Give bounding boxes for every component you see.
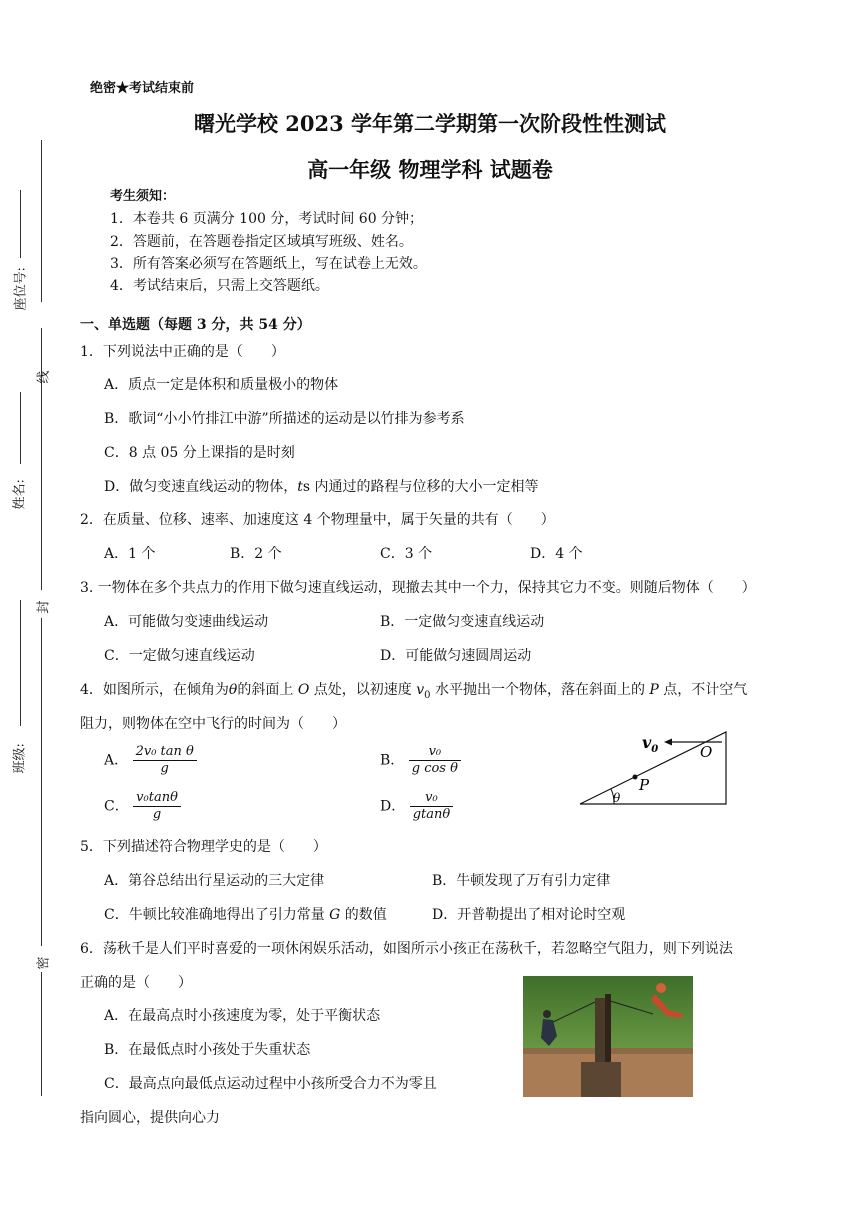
q6-stem-line2: 正确的是（ ）: [80, 975, 192, 991]
notice-item-3: 3．所有答案必须写在答题纸上，写在试卷上无效。: [110, 256, 427, 272]
q4-stem-line2: 阻力，则物体在空中飞行的时间为（ ）: [80, 716, 346, 732]
q5-option-b: B．牛顿发现了万有引力定律: [432, 873, 611, 889]
q1-option-b: B．歌词“小小竹排江中游”所描述的运动是以竹排为参考系: [104, 411, 465, 427]
velocity-arrowhead: [664, 739, 672, 746]
q2-stem: 2．在质量、位移、速率、加速度这 4 个物理量中，属于矢量的共有（ ）: [80, 512, 555, 528]
class-label: 班级:: [12, 743, 28, 774]
section-heading: 一、单选题（每题 3 分，共 54 分）: [80, 317, 311, 333]
seat-number-label: 座位号:: [13, 267, 29, 311]
q1-option-a: A．质点一定是体积和质量极小的物体: [104, 377, 339, 393]
point-p-dot: [633, 775, 638, 780]
q6-option-c: C．最高点向最低点运动过程中小孩所受合力不为零且: [104, 1076, 437, 1092]
child-right-head: [656, 983, 666, 993]
incline-figure: [576, 726, 736, 810]
fig-label-v0: $v_0$: [642, 733, 659, 755]
q2-option-a: A．1 个: [104, 546, 156, 562]
q5-option-a: A．第谷总结出行星运动的三大定律: [104, 873, 325, 889]
q1-stem: 1．下列说法中正确的是（ ）: [80, 344, 285, 360]
q6-stem: 6．荡秋千是人们平时喜爱的一项休闲娱乐活动，如图所示小孩正在荡秋千，若忽略空气阻力，则下列说法: [80, 941, 733, 957]
swing-photo: [523, 976, 693, 1097]
notice-item-4: 4．考试结束后，只需上交答题纸。: [110, 278, 329, 294]
fig-label-p: P: [639, 776, 650, 794]
q3-option-d: D．可能做匀速圆周运动: [380, 648, 532, 664]
q5-option-d: D．开普勒提出了相对论时空观: [432, 907, 626, 923]
q1-option-c: C．8 点 05 分上课指的是时刻: [104, 445, 295, 461]
q5-stem: 5．下列描述符合物理学史的是（ ）: [80, 839, 327, 855]
q6-option-c-line2: 指向圆心，提供向心力: [80, 1110, 220, 1126]
q6-option-b: B．在最低点时小孩处于失重状态: [104, 1042, 311, 1058]
exam-title: 曙光学校 2023 学年第二学期第一次阶段性性测试: [193, 111, 667, 136]
q4-option-a: A． $\frac{\text{2v₀ tan θ}}{g}$: [104, 744, 197, 777]
name-blank: [20, 392, 21, 464]
q3-stem: 3. 一物体在多个共点力的作用下做匀速直线运动，现撤去其中一个力，保持其它力不变。则随后物体（ ）: [80, 580, 756, 596]
q1-option-d: D．做匀变速直线运动的物体，ts 内通过的路程与位移的大小一定相等: [104, 479, 539, 495]
q2-option-b: B．2 个: [230, 546, 282, 562]
notice-item-2: 2．答题前，在答题卷指定区域填写班级、姓名。: [110, 234, 413, 250]
binding-mark-xian: 线: [36, 370, 52, 384]
confidential-mark: 绝密★考试结束前: [90, 81, 195, 96]
q4-option-c: C． $\frac{\text{v₀tanθ}}{g}$: [104, 790, 181, 823]
q2-option-d: D．4 个: [530, 546, 583, 562]
q5-option-c: C．牛顿比较准确地得出了引力常量 G 的数值: [104, 907, 387, 923]
binding-line-mid2: [41, 618, 42, 946]
name-label: 姓名:: [12, 479, 28, 510]
q3-option-c: C．一定做匀速直线运动: [104, 648, 255, 664]
class-blank: [20, 600, 21, 726]
q2-option-c: C．3 个: [380, 546, 433, 562]
q6-option-a: A．在最高点时小孩速度为零，处于平衡状态: [104, 1008, 381, 1024]
binding-mark-mi: 密: [36, 956, 52, 970]
q3-option-a: A．可能做匀变速曲线运动: [104, 614, 269, 630]
q3-option-b: B．一定做匀变速直线运动: [380, 614, 545, 630]
fig-label-theta: θ: [613, 791, 621, 805]
q4-option-d: D． $\frac{\text{v₀}}{gtan\theta}$: [380, 790, 453, 823]
binding-line-bottom: [41, 972, 42, 1096]
exam-subtitle: 高一年级 物理学科 试题卷: [307, 157, 553, 182]
binding-mark-feng: 封: [36, 600, 52, 614]
notice-heading: 考生须知：: [110, 189, 176, 204]
notice-item-1: 1．本卷共 6 页满分 100 分，考试时间 60 分钟；: [110, 211, 424, 227]
fig-label-o: O: [700, 743, 713, 761]
q4-stem: 4．如图所示，在倾角为θ的斜面上 O 点处，以初速度 $v_0$ 水平抛出一个物体，落在斜面上的 P 点，不计空气: [80, 682, 748, 701]
seat-number-blank: [20, 190, 21, 258]
child-left-head: [543, 1010, 551, 1018]
q4-option-b: B． $\frac{\text{v₀}}{\text{g cos θ}}$: [380, 744, 461, 777]
